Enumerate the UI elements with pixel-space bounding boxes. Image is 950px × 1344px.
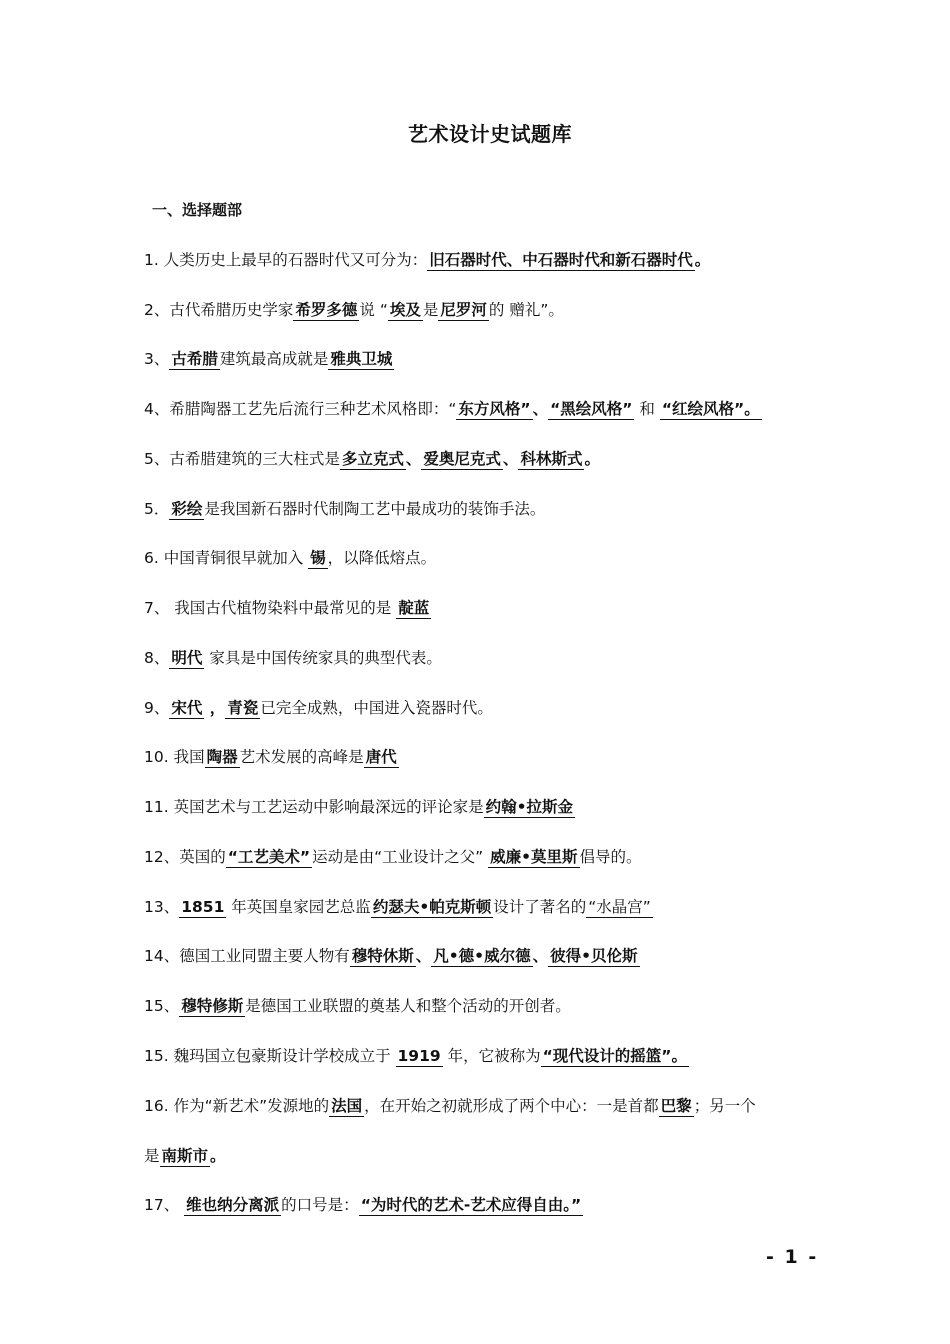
question-line: [144, 647, 442, 669]
question-text: 年，它被称为: [442, 1047, 541, 1065]
question-text: 8、: [144, 649, 170, 667]
bold-punctuation: 。: [584, 450, 600, 468]
question-text: ，在开始之初就形成了两个中心：一是首都: [364, 1097, 659, 1115]
question-line: [144, 746, 399, 768]
answer-text: 靛蓝: [398, 599, 430, 617]
answer-text: 旧石器时代、中石器时代和新石器时代: [429, 251, 693, 269]
question-line: [144, 597, 431, 619]
question-text: 的口号是：: [281, 1196, 359, 1214]
question-line: [144, 1194, 583, 1216]
question-text: 艺术发展的高峰是: [239, 748, 364, 766]
answer-text: 巴黎: [660, 1097, 692, 1115]
answer-text: 彩绘: [171, 500, 203, 518]
question-line: [144, 796, 575, 818]
answer-text: 南斯市: [161, 1147, 209, 1165]
question-text: 17、: [144, 1196, 185, 1214]
question-text: 15. 魏玛国立包豪斯设计学校成立于: [144, 1047, 396, 1065]
bold-punctuation: 、: [415, 947, 432, 965]
question-text: 2、古代希腊历史学家: [144, 301, 294, 319]
question-line: [144, 1095, 756, 1117]
answer-text: “红绘风格”。: [661, 400, 760, 418]
question-line: [144, 846, 642, 868]
section-heading: 一、选择题部: [152, 201, 243, 219]
page-title: 艺术设计史试题库: [408, 122, 572, 146]
bold-punctuation: 、: [532, 947, 549, 965]
question-line: [144, 995, 571, 1017]
question-text: 7、 我国古代植物染料中最常见的是: [144, 599, 397, 617]
question-text: 15、: [144, 997, 180, 1015]
question-text: 运动是由“工业设计之父”: [312, 848, 489, 866]
question-text: 倡导的。: [579, 848, 642, 866]
answer-text: “工艺美术”: [227, 848, 311, 866]
answer-text: 爱奥尼克式: [423, 450, 501, 468]
question-line: [144, 498, 545, 520]
question-line: [144, 348, 394, 370]
question-line: [144, 1045, 689, 1067]
question-text: 4、希腊陶器工艺先后流行三种艺术风格即：“: [144, 400, 457, 418]
question-text: 11. 英国艺术与工艺运动中影响最深远的评论家是: [144, 798, 484, 816]
question-text: 5、古希腊建筑的三大柱式是: [144, 450, 340, 468]
question-line: [144, 398, 762, 420]
answer-text: 约瑟夫•帕克斯顿: [372, 898, 492, 916]
question-text: 14、德国工业同盟主要人物有: [144, 947, 350, 965]
answer-text: 唐代: [365, 748, 397, 766]
answer-text: 埃及: [389, 301, 421, 319]
question-text: 和: [634, 400, 660, 418]
question-text: 12、英国的: [144, 848, 226, 866]
question-text: 是德国工业联盟的奠基人和整个活动的开创者。: [245, 997, 571, 1015]
answer-text: 1851: [181, 898, 225, 916]
question-line: [144, 945, 640, 967]
bold-punctuation: 。: [210, 1147, 226, 1165]
answer-text: 威廉•莫里斯: [490, 848, 578, 866]
answer-text: 穆特修斯: [181, 997, 244, 1015]
bold-punctuation: ，: [204, 699, 226, 717]
bold-punctuation: 。: [694, 251, 711, 269]
page-number: - 1 -: [766, 1246, 819, 1268]
question-text: 9、: [144, 699, 170, 717]
question-text: 建筑最高成就是: [219, 350, 329, 368]
answer-text: 东方风格”: [458, 400, 531, 418]
question-text: 16. 作为“新艺术”发源地的: [144, 1097, 330, 1115]
question-text: 的 赠礼”。: [488, 301, 564, 319]
question-text: 是: [144, 1147, 160, 1165]
answer-text: 约翰•拉斯金: [485, 798, 574, 816]
bold-punctuation: 、: [405, 450, 422, 468]
answer-text: 尼罗河: [440, 301, 487, 319]
answer-text: 希罗多德: [295, 301, 358, 319]
question-text: 是: [422, 301, 439, 319]
answer-text: 多立克式: [341, 450, 404, 468]
question-text: 3、: [144, 350, 170, 368]
answer-text: 明代: [171, 649, 203, 667]
question-line: [144, 299, 564, 321]
question-line: [144, 697, 493, 719]
answer-text: 古希腊: [171, 350, 218, 368]
answer-text: 彼得•贝伦斯: [550, 947, 638, 965]
question-text: 13、: [144, 898, 180, 916]
answer-text: 穆特休斯: [351, 947, 414, 965]
question-text: 已完全成熟，中国进入瓷器时代。: [260, 699, 493, 717]
question-text: 是我国新石器时代制陶工艺中最成功的装饰手法。: [204, 500, 546, 518]
bold-punctuation: 、: [502, 450, 519, 468]
question-text: 说 “: [359, 301, 388, 319]
question-text: 5．: [144, 500, 170, 518]
question-text: ；另一个: [693, 1097, 756, 1115]
answer-text: “为时代的艺术-艺术应得自由。”: [360, 1196, 582, 1214]
answer-text: 凡•德•威尔德: [433, 947, 531, 965]
question-text: 10. 我国: [144, 748, 205, 766]
question-line: [144, 547, 436, 569]
answer-text: 维也纳分离派: [186, 1196, 280, 1214]
answer-text: 青瓷: [227, 699, 259, 717]
answer-text: 陶器: [206, 748, 238, 766]
question-line: [144, 448, 600, 470]
underlined-text: “水晶宫”: [588, 898, 651, 916]
answer-text: 科林斯式: [520, 450, 583, 468]
question-text: 年英国皇家园艺总监: [226, 898, 371, 916]
answer-text: “现代设计的摇篮”。: [542, 1047, 687, 1065]
question-text: ，以降低熔点。: [327, 549, 437, 567]
question-text: 6. 中国青铜很早就加入: [144, 549, 309, 567]
answer-text: “黑绘风格”: [550, 400, 633, 418]
answer-text: 法国: [331, 1097, 363, 1115]
question-text: 设计了著名的: [493, 898, 587, 916]
question-text: 家具是中国传统家具的典型代表。: [204, 649, 442, 667]
bold-punctuation: 、: [532, 400, 549, 418]
answer-text: 雅典卫城: [330, 350, 393, 368]
question-line: [144, 1145, 226, 1167]
question-line: [144, 896, 653, 918]
question-line: [144, 249, 710, 271]
answer-text: 锡: [310, 549, 326, 567]
answer-text: 1919: [397, 1047, 441, 1065]
question-text: 1. 人类历史上最早的石器时代又可分为：: [144, 251, 428, 269]
answer-text: 宋代: [171, 699, 203, 717]
